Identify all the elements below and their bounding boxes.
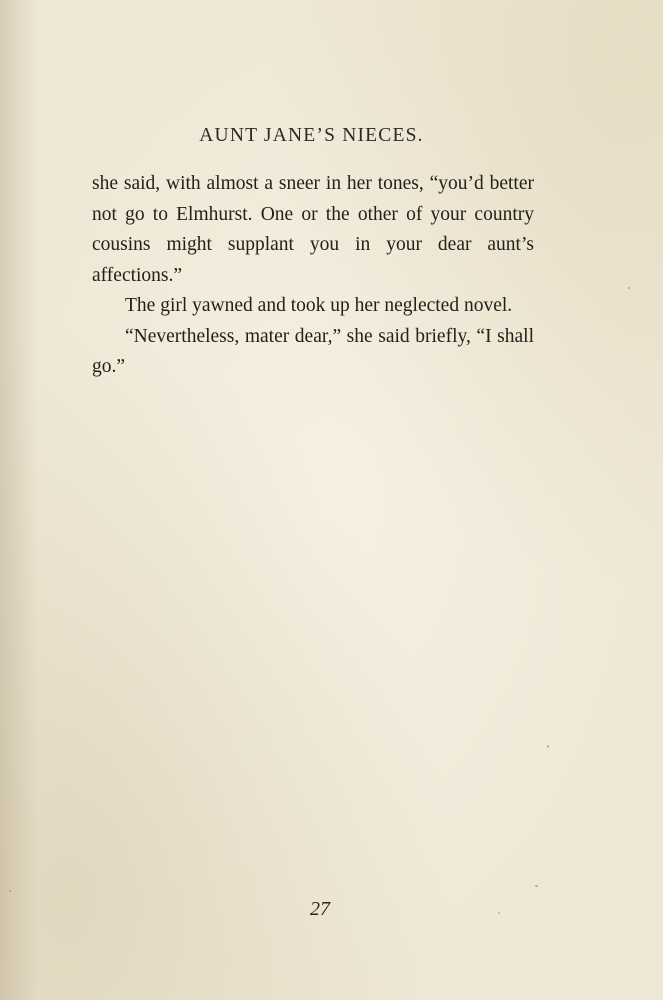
running-head: AUNT JANE’S NIECES. xyxy=(199,125,424,146)
paper-speck xyxy=(498,912,500,914)
paper-speck xyxy=(535,885,538,887)
paragraph-girl-yawned: The girl yawned and took up her neglected novel. xyxy=(125,295,513,316)
page-number: 27 xyxy=(310,898,330,920)
paper-speck xyxy=(628,287,630,289)
paper-speck xyxy=(9,890,11,892)
body-text xyxy=(92,169,534,383)
paper-speck xyxy=(547,745,549,748)
gutter-shadow xyxy=(0,0,38,1000)
paragraph-continuation: she said, with almost a sneer in her tones, “you’d better not go to Elmhurst. One or the other of your country cousins might supplant you in your dear aunt’s affections.” xyxy=(92,173,534,286)
paragraph-i-shall-go: “Nevertheless, mater dear,” she said briefly, “I shall go.” xyxy=(92,325,534,377)
